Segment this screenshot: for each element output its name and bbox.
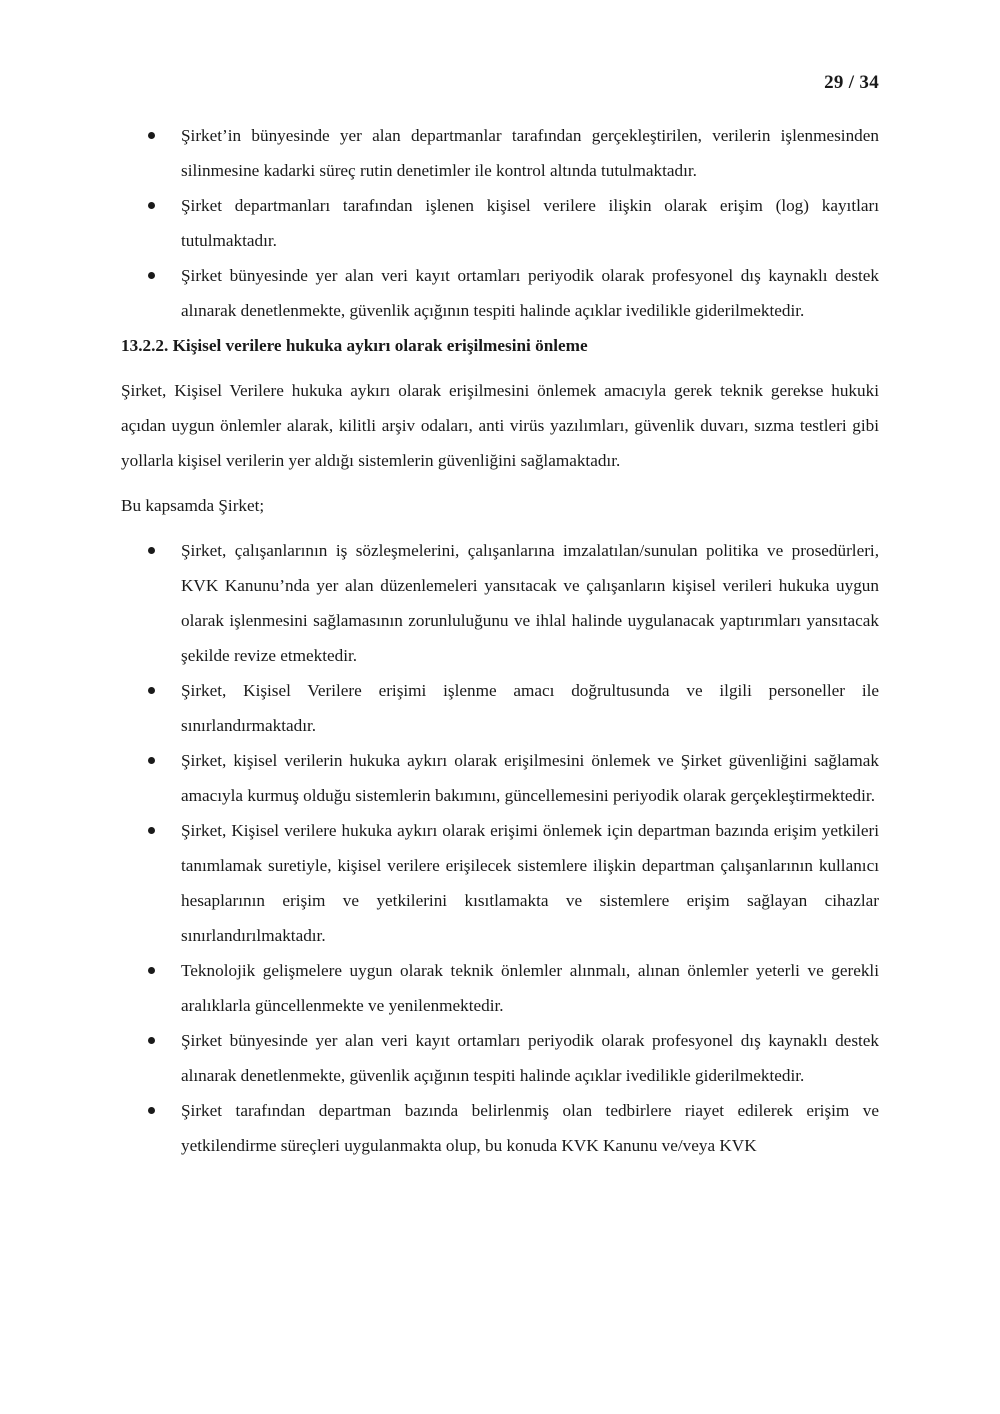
list-item-text: Şirket bünyesinde yer alan veri kayıt ortamları periyodik olarak profesyonel dış kaynaklı destek alınarak denetlenmekte, güvenlik açığının tespiti halinde açıklar ivedilikle giderilmektedir. [181, 1031, 879, 1085]
list-item [121, 953, 879, 1023]
list-item [121, 673, 879, 743]
bullet-list-bottom [121, 533, 879, 1163]
section-heading: 13.2.2. Kişisel verilere hukuka aykırı olarak erişilmesini önleme [121, 336, 588, 355]
bullet-icon [148, 1037, 155, 1044]
list-item-text: Şirket bünyesinde yer alan veri kayıt ortamları periyodik olarak profesyonel dış kaynaklı destek alınarak denetlenmekte, güvenlik açığının tespiti halinde açıklar ivedilikle giderilmektedir. [181, 266, 879, 320]
list-item [121, 813, 879, 953]
list-item-text: Şirket, Kişisel verilere hukuka aykırı olarak erişimi önlemek için departman bazında erişim yetkileri tanımlamak suretiyle, kişisel verilere erişilecek sistemlere ilişkin departman çalışanlarının kullanıcı hesaplarının erişim ve yetkilerini kısıtlamakta ve sistemlere erişim sağlayan cihazlar sınırlandırılmaktadır. [181, 821, 879, 945]
bullet-icon [148, 547, 155, 554]
bullet-icon [148, 827, 155, 834]
bullet-list-top [121, 118, 879, 328]
list-item [121, 1023, 879, 1093]
list-item-text: Şirket departmanları tarafından işlenen kişisel verilere ilişkin olarak erişim (log) kayıtları tutulmaktadır. [181, 196, 879, 250]
list-item [121, 188, 879, 258]
list-item [121, 743, 879, 813]
page-number: 29 / 34 [824, 72, 879, 93]
list-item [121, 118, 879, 188]
list-item [121, 533, 879, 673]
list-item-text: Şirket, kişisel verilerin hukuka aykırı olarak erişilmesini önlemek ve Şirket güvenliğini sağlamak amacıyla kurmuş olduğu sistemlerin bakımını, güncellemesini periyodik olarak gerçekleştirmektedir. [181, 751, 879, 805]
list-item-text: Şirket, çalışanlarının iş sözleşmelerini, çalışanlarına imzalatılan/sunulan politika ve prosedürleri, KVK Kanunu’nda yer alan düzenlemeleri yansıtacak ve çalışanların kişisel verileri hukuka uygun olarak işlenmesini sağlamasının zorunluluğunu ve ihlal halinde uygulanacak yaptırımları yansıtacak şekilde revize etmektedir. [181, 541, 879, 665]
bullet-icon [148, 202, 155, 209]
bullet-icon [148, 967, 155, 974]
list-item-text: Şirket, Kişisel Verilere erişimi işlenme amacı doğrultusunda ve ilgili personeller ile sınırlandırmaktadır. [181, 681, 879, 735]
list-item [121, 1093, 879, 1163]
bullet-icon [148, 1107, 155, 1114]
bullet-icon [148, 757, 155, 764]
lead-in-text: Bu kapsamda Şirket; [121, 496, 265, 515]
bullet-icon [148, 687, 155, 694]
bullet-icon [148, 272, 155, 279]
body-paragraph: Şirket, Kişisel Verilere hukuka aykırı olarak erişilmesini önlemek amacıyla gerek teknik gerekse hukuki açıdan uygun önlemler alarak, kilitli arşiv odaları, anti virüs yazılımları, güvenlik duvarı, sızma testleri gibi yollarla kişisel verilerin yer aldığı sistemlerin güvenliğini sağlamaktadır. [121, 381, 879, 470]
bullet-icon [148, 132, 155, 139]
list-item-text: Şirket’in bünyesinde yer alan departmanlar tarafından gerçekleştirilen, verilerin işlenmesinden silinmesine kadarki süreç rutin denetimler ile kontrol altında tutulmaktadır. [181, 126, 879, 180]
page-content [121, 118, 879, 1163]
list-item-text: Teknolojik gelişmelere uygun olarak teknik önlemler alınmalı, alınan önlemler yeterli ve gerekli aralıklarla güncellenmekte ve yenilenmektedir. [181, 961, 879, 1015]
list-item-text: Şirket tarafından departman bazında belirlenmiş olan tedbirlere riayet edilerek erişim ve yetkilendirme süreçleri uygulanmakta olup, bu konuda KVK Kanunu ve/veya KVK [181, 1101, 879, 1155]
list-item [121, 258, 879, 328]
